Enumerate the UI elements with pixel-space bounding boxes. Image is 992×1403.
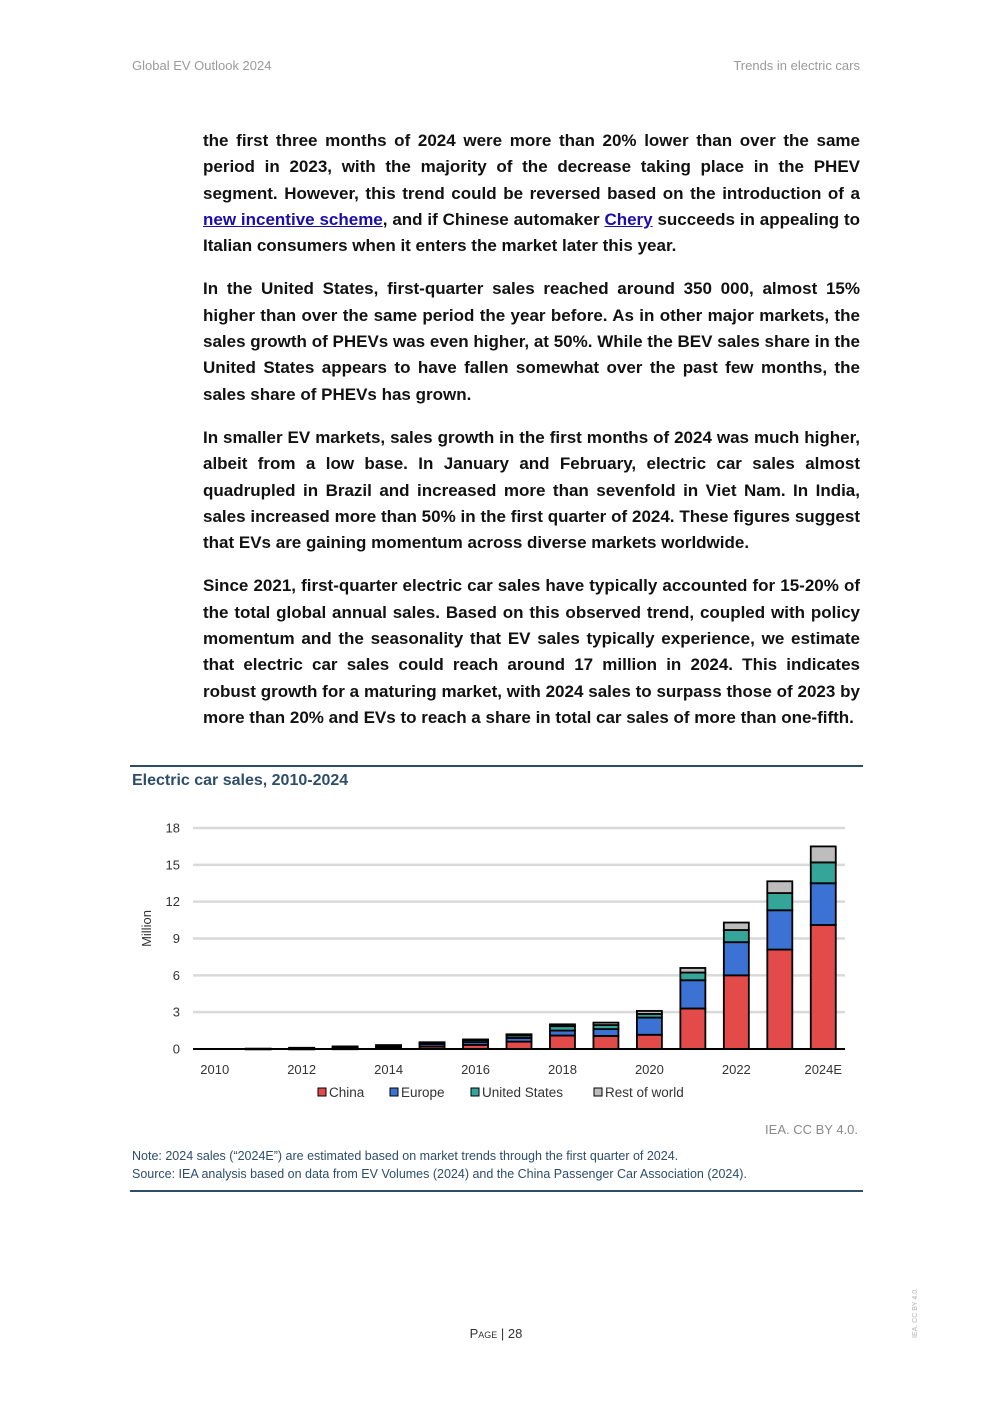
bar-segment-china bbox=[550, 1035, 575, 1049]
paragraph-1 bbox=[203, 128, 860, 259]
bar-segment-europe bbox=[767, 910, 792, 949]
header-report-title: Global EV Outlook 2024 bbox=[132, 58, 272, 73]
x-tick-label: 2020 bbox=[634, 1062, 664, 1077]
paragraph-1-text-c: succeeds in appealing to Italian consumers when it enters the market later this year. bbox=[203, 209, 860, 256]
bar-segment-europe bbox=[724, 942, 749, 975]
y-tick-label: 18 bbox=[165, 820, 180, 836]
x-tick-label: 2010 bbox=[200, 1062, 230, 1077]
legend-swatch bbox=[471, 1088, 479, 1096]
bar-segment-united-states bbox=[724, 930, 749, 942]
x-tick-label: 2014 bbox=[374, 1062, 404, 1077]
figure-top-rule bbox=[130, 765, 863, 767]
figure-notes bbox=[132, 1147, 747, 1183]
y-tick-label: 15 bbox=[165, 857, 180, 873]
legend-swatch bbox=[594, 1088, 602, 1096]
page-label: Page bbox=[469, 1326, 498, 1341]
bar-segment-united-states bbox=[680, 973, 705, 981]
legend-swatch bbox=[390, 1088, 398, 1096]
bar-segment-rest-of-world bbox=[376, 1045, 401, 1046]
bar-segment-china bbox=[811, 925, 836, 1049]
chery-link[interactable]: Chery bbox=[604, 209, 653, 229]
bar-segment-china bbox=[507, 1042, 532, 1049]
bar-segment-rest-of-world bbox=[724, 923, 749, 930]
figure-credit: IEA. CC BY 4.0. bbox=[765, 1122, 858, 1137]
side-license-text: IEA. CC BY 4.0. bbox=[912, 1287, 919, 1338]
legend-label: Rest of world bbox=[605, 1085, 684, 1100]
y-axis-label: Million bbox=[139, 910, 154, 947]
legend-label: Europe bbox=[401, 1085, 445, 1100]
bar-segment-rest-of-world bbox=[507, 1034, 532, 1035]
electric-car-sales-chart bbox=[132, 810, 862, 1110]
header-section-title: Trends in electric cars bbox=[733, 58, 860, 73]
page-number: 28 bbox=[507, 1326, 523, 1341]
paragraph-4: Since 2021, first-quarter electric car sales have typically accounted for 15-20% of the total global annual sales. Based on this observed trend, coupled with policy momentum and the seasonality that EV sales typically experience, we estimate that electric car sales could reach around 17 million in 2024. This indicates robust growth for a maturing market, with 2024 sales to surpass those of 2023 by more than 20% and EVs to reach a share in total car sales of more than one-fifth. bbox=[203, 576, 860, 727]
bar-segment-rest-of-world bbox=[593, 1023, 618, 1025]
y-tick-label: 6 bbox=[172, 967, 180, 983]
bar-segment-rest-of-world bbox=[550, 1024, 575, 1026]
bar-segment-china bbox=[767, 950, 792, 1049]
bar-segment-united-states bbox=[811, 862, 836, 883]
figure-source: Source: IEA analysis based on data from EV Volumes (2024) and the China Passenger Car Association (2024). bbox=[132, 1167, 747, 1181]
figure-note: Note: 2024 sales (“2024E”) are estimated based on market trends through the first quarter of 2024. bbox=[132, 1149, 679, 1163]
bar-segment-rest-of-world bbox=[463, 1039, 488, 1040]
bar-segment-rest-of-world bbox=[680, 968, 705, 973]
paragraph-1-text-b: , and if Chinese automaker bbox=[382, 209, 605, 229]
bar-segment-rest-of-world bbox=[333, 1046, 358, 1047]
bar-segment-rest-of-world bbox=[811, 846, 836, 862]
x-tick-label: 2012 bbox=[287, 1062, 317, 1077]
legend-label: United States bbox=[482, 1085, 564, 1100]
bar-segment-rest-of-world bbox=[637, 1011, 662, 1014]
legend-swatch bbox=[318, 1088, 326, 1096]
bar-segment-europe bbox=[637, 1018, 662, 1035]
x-tick-label: 2018 bbox=[548, 1062, 577, 1077]
y-tick-label: 9 bbox=[172, 931, 180, 946]
figure-title: Electric car sales, 2010-2024 bbox=[132, 772, 349, 789]
figure-bottom-rule bbox=[130, 1190, 863, 1192]
page-footer: Page | 28 bbox=[469, 1326, 523, 1341]
bar-segment-china bbox=[680, 1008, 705, 1049]
x-tick-label: 2024E bbox=[804, 1062, 843, 1077]
body-text bbox=[203, 128, 860, 748]
paragraph-1-text-a: the first three months of 2024 were more than 20% lower than over the same period in 2023, with the majority of the decrease taking place in the PHEV segment. However, this trend could be reversed based on the introduction of a bbox=[203, 131, 860, 203]
new-incentive-scheme-link[interactable]: new incentive scheme bbox=[203, 209, 383, 229]
bar-segment-europe bbox=[680, 980, 705, 1008]
paragraph-2: In the United States, first-quarter sales reached around 350 000, almost 15% higher than over the same period the year before. As in other major markets, the sales growth of PHEVs was even higher, at 50%. While the BEV sales share in the United States appears to have fallen somewhat over the past few months, the sales share of PHEVs has grown. bbox=[203, 279, 860, 404]
bar-segment-china bbox=[724, 975, 749, 1049]
paragraph-3: In smaller EV markets, sales growth in the first months of 2024 was much higher, albeit from a low base. In January and February, electric car sales almost quadrupled in Brazil and increased more than sevenfold in Viet Nam. In India, sales increased more than 50% in the first quarter of 2024. These figures suggest that EVs are gaining momentum across diverse markets worldwide. bbox=[203, 427, 860, 553]
bar-segment-china bbox=[637, 1035, 662, 1049]
legend-label: China bbox=[329, 1085, 365, 1100]
bar-segment-rest-of-world bbox=[767, 881, 792, 893]
bar-segment-europe bbox=[811, 883, 836, 925]
x-tick-label: 2016 bbox=[461, 1062, 490, 1077]
y-tick-label: 0 bbox=[172, 1041, 180, 1057]
bar-segment-europe bbox=[593, 1029, 618, 1036]
bar-segment-rest-of-world bbox=[420, 1042, 445, 1043]
bar-segment-china bbox=[593, 1036, 618, 1049]
bar-segment-united-states bbox=[767, 893, 792, 910]
y-tick-label: 3 bbox=[172, 1004, 180, 1020]
x-tick-label: 2022 bbox=[721, 1062, 751, 1077]
y-tick-label: 12 bbox=[165, 894, 180, 910]
